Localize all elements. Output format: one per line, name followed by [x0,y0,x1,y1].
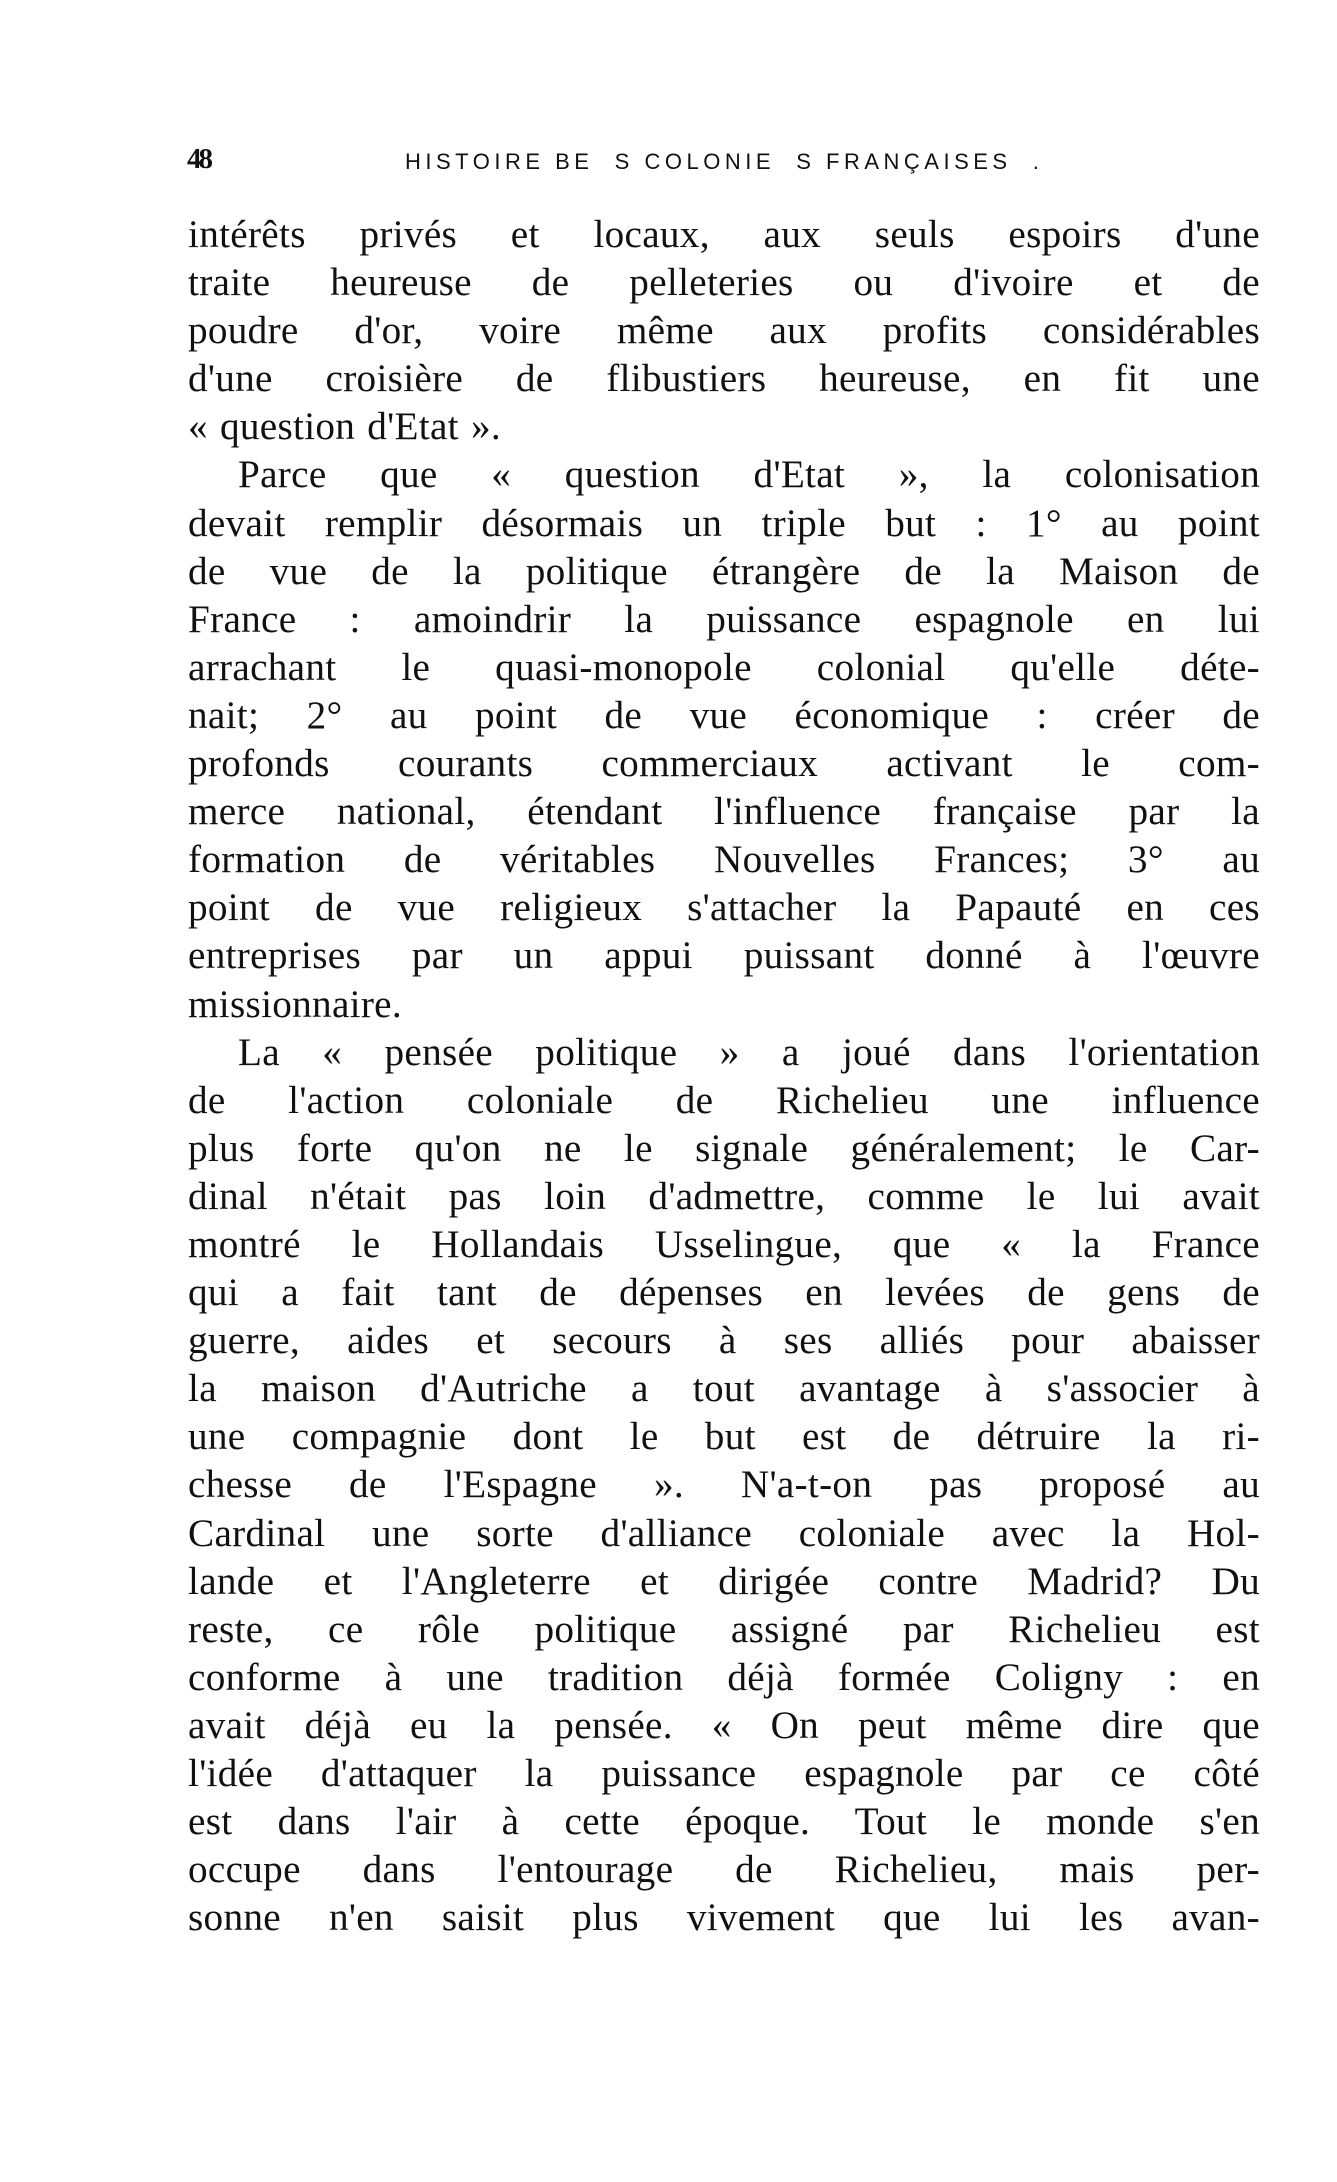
text-line: qui a fait tant de dépenses en levées de gens de [188,1271,1260,1315]
page-header [187,143,1287,183]
text-line: occupe dans l'entourage de Richelieu, mais per- [188,1848,1260,1892]
text-line: chesse de l'Espagne ». N'a-t-on pas proposé au [188,1463,1260,1507]
text-line: lande et l'Angleterre et dirigée contre Madrid? Du [188,1559,1260,1603]
text-line: Cardinal une sorte d'alliance coloniale avec la Hol- [188,1511,1260,1555]
text-line: conforme à une tradition déjà formée Coligny : en [188,1655,1260,1699]
running-head: HISTOIRE BE S COLONIE S FRANÇAISES . [405,149,1044,174]
text-line: La « pensée politique » a joué dans l'orientation [238,1030,1260,1074]
text-line: « question d'Etat ». [188,405,501,449]
text-line: Parce que « question d'Etat », la colonisation [238,453,1260,497]
text-line: formation de véritables Nouvelles Frances; 3° au [188,838,1260,882]
text-line: dinal n'était pas loin d'admettre, comme le lui avait [188,1174,1260,1218]
text-line: de l'action coloniale de Richelieu une influence [188,1078,1260,1122]
text-line: entreprises par un appui puissant donné à l'œuvre [188,934,1260,978]
text-line: intérêts privés et locaux, aux seuls espoirs d'une [188,213,1260,256]
text-line: traite heureuse de pelleteries ou d'ivoire et de [188,261,1260,305]
text-line: guerre, aides et secours à ses alliés pour abaisser [188,1319,1260,1363]
page-number: 48 [187,143,210,175]
text-line: profonds courants commerciaux activant le com- [188,742,1260,786]
text-line: merce national, étendant l'influence française par la [188,790,1260,834]
text-line: reste, ce rôle politique assigné par Richelieu est [188,1607,1260,1651]
paragraph-3 [188,1029,1260,1943]
text-line: point de vue religieux s'attacher la Papauté en ces [188,886,1260,930]
paragraph-2 [188,451,1260,1028]
text-line: France : amoindrir la puissance espagnole en lui [188,597,1260,641]
paragraph-1 [188,211,1260,451]
text-line: montré le Hollandais Usselingue, que « la France [188,1222,1260,1266]
text-line: plus forte qu'on ne le signale généralement; le Car- [188,1126,1260,1170]
text-line: sonne n'en saisit plus vivement que lui les avan- [188,1896,1260,1940]
body-text [188,211,1260,1942]
text-line: missionnaire. [188,982,402,1026]
text-line: avait déjà eu la pensée. « On peut même dire que [188,1703,1260,1747]
text-line: de vue de la politique étrangère de la Maison de [188,549,1260,593]
text-line: devait remplir désormais un triple but : 1° au point [188,501,1260,545]
text-line: nait; 2° au point de vue économique : créer de [188,693,1260,737]
text-line: d'une croisière de flibustiers heureuse, en fit une [188,357,1260,401]
text-line: une compagnie dont le but est de détruire la ri- [188,1415,1260,1459]
text-line: est dans l'air à cette époque. Tout le monde s'en [188,1800,1260,1844]
text-line: poudre d'or, voire même aux profits considérables [188,309,1260,353]
text-line: la maison d'Autriche a tout avantage à s'associer à [188,1367,1260,1411]
text-line: l'idée d'attaquer la puissance espagnole par ce côté [188,1752,1260,1795]
text-line: arrachant le quasi-monopole colonial qu'elle déte- [188,645,1260,689]
